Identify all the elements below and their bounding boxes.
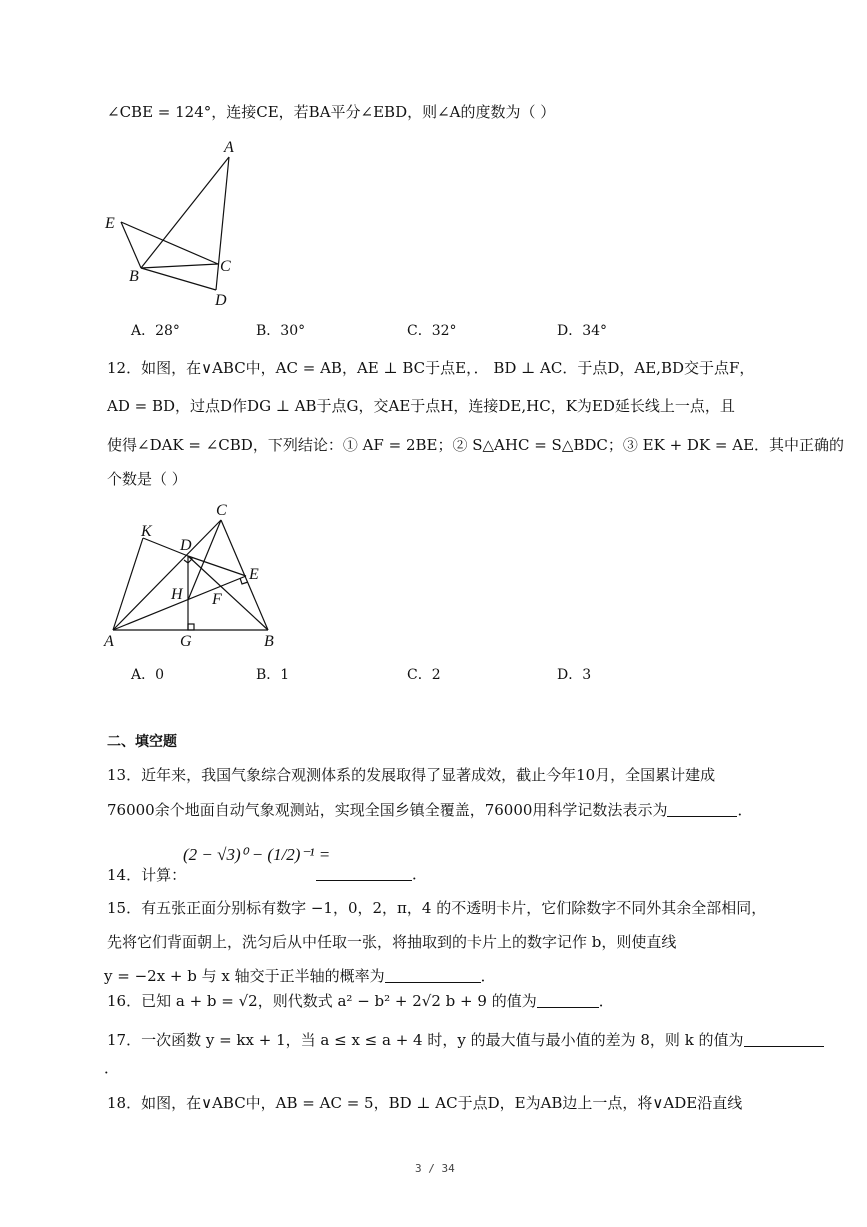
page-number: 3 / 34 xyxy=(415,1162,455,1175)
q11-option-c[interactable]: C．32° xyxy=(407,323,457,339)
q12-option-b[interactable]: B．1 xyxy=(256,667,290,683)
q14-formula: (2 − √3)⁰ − (1/2)⁻¹ = xyxy=(183,845,331,864)
q15-end: ． xyxy=(480,967,496,985)
fig2-label-A: A xyxy=(104,633,114,650)
q12-line2: AD = BD，过点D作DG ⊥ AB于点G，交AE于点H，连接DE,HC，K为ED延长线上一点，且 xyxy=(107,397,735,415)
q11-option-d[interactable]: D．34° xyxy=(557,323,608,339)
q14-answer-blank[interactable] xyxy=(316,864,412,881)
q15-line3-text: y = −2x + b 与 x 轴交于正半轴的概率为 xyxy=(104,967,385,985)
q14-label: 14．计算： xyxy=(107,866,187,884)
q16-answer-blank[interactable] xyxy=(537,991,599,1008)
q17-line1 xyxy=(107,1030,824,1050)
q13-answer-blank[interactable] xyxy=(667,800,737,817)
q12-option-a[interactable]: A．0 xyxy=(131,667,165,683)
q15-line2: 先将它们背面朝上，洗匀后从中任取一张，将抽取到的卡片上的数字记作 b，则使直线 xyxy=(107,933,677,951)
fig1-label-D: D xyxy=(215,292,227,309)
q12-option-c[interactable]: C．2 xyxy=(407,667,441,683)
fig2-label-B: B xyxy=(264,633,274,650)
fig1-label-A: A xyxy=(224,139,234,156)
q16-line xyxy=(107,991,614,1011)
q16-text: 16．已知 a + b = √2，则代数式 a² − b² + 2√2 b + 9 的值为 xyxy=(107,992,537,1010)
q13-line2 xyxy=(107,800,752,820)
fig2-label-G: G xyxy=(180,633,192,650)
q12-line4: 个数是（ ） xyxy=(107,470,187,488)
fig2-label-D: D xyxy=(180,537,192,554)
q12-option-d[interactable]: D．3 xyxy=(557,667,592,683)
fig2-label-C: C xyxy=(216,502,227,519)
q14-answer xyxy=(316,864,427,884)
q11-option-a[interactable]: A．28° xyxy=(131,323,180,339)
q11-text: ∠CBE = 124°，连接CE，若BA平分∠EBD，则∠A的度数为（ ） xyxy=(107,103,556,121)
fig2-label-F: F xyxy=(212,591,222,608)
q15-line3 xyxy=(104,966,496,986)
q15-line1: 15．有五张正面分别标有数字 −1，0，2，π，4 的不透明卡片，它们除数字不同外其余全部相同， xyxy=(107,899,767,917)
fig2-label-E: E xyxy=(249,566,259,583)
q18-line1: 18．如图，在∨ABC中，AB = AC = 5，BD ⊥ AC于点D，E为AB边上一点，将∨ADE沿直线 xyxy=(107,1094,743,1112)
fig2-label-H: H xyxy=(171,586,183,603)
fig1-label-E: E xyxy=(105,215,115,232)
q17-line2: ． xyxy=(104,1059,120,1077)
q11-option-b[interactable]: B．30° xyxy=(256,323,306,339)
fig1-label-C: C xyxy=(220,258,231,275)
q13-line1: 13．近年来，我国气象综合观测体系的发展取得了显著成效，截止今年10月，全国累计建成 xyxy=(107,766,716,784)
q12-line1: 12．如图，在∨ABC中，AC = AB，AE ⊥ BC于点E，． BD ⊥ AC．于点D，AE,BD交于点F， xyxy=(107,359,755,377)
q13-line2-text: 76000余个地面自动气象观测站，实现全国乡镇全覆盖，76000用科学记数法表示为 xyxy=(107,801,668,819)
fig2-label-K: K xyxy=(141,523,152,540)
q16-end: ． xyxy=(598,992,614,1010)
q15-answer-blank[interactable] xyxy=(385,966,481,983)
q17-answer-blank[interactable] xyxy=(744,1030,824,1047)
section-title: 二、填空题 xyxy=(107,734,177,750)
q13-end: ． xyxy=(737,801,753,819)
q17-text: 17．一次函数 y = kx + 1，当 a ≤ x ≤ a + 4 时，y 的最大值与最小值的差为 8，则 k 的值为 xyxy=(107,1031,744,1049)
q12-line3: 使得∠DAK = ∠CBD，下列结论：① AF = 2BE；② S△AHC = S△BDC；③ EK + DK = AE．其中正确的 xyxy=(107,436,845,454)
fig1-label-B: B xyxy=(129,268,139,285)
q14-end: ． xyxy=(412,865,428,883)
